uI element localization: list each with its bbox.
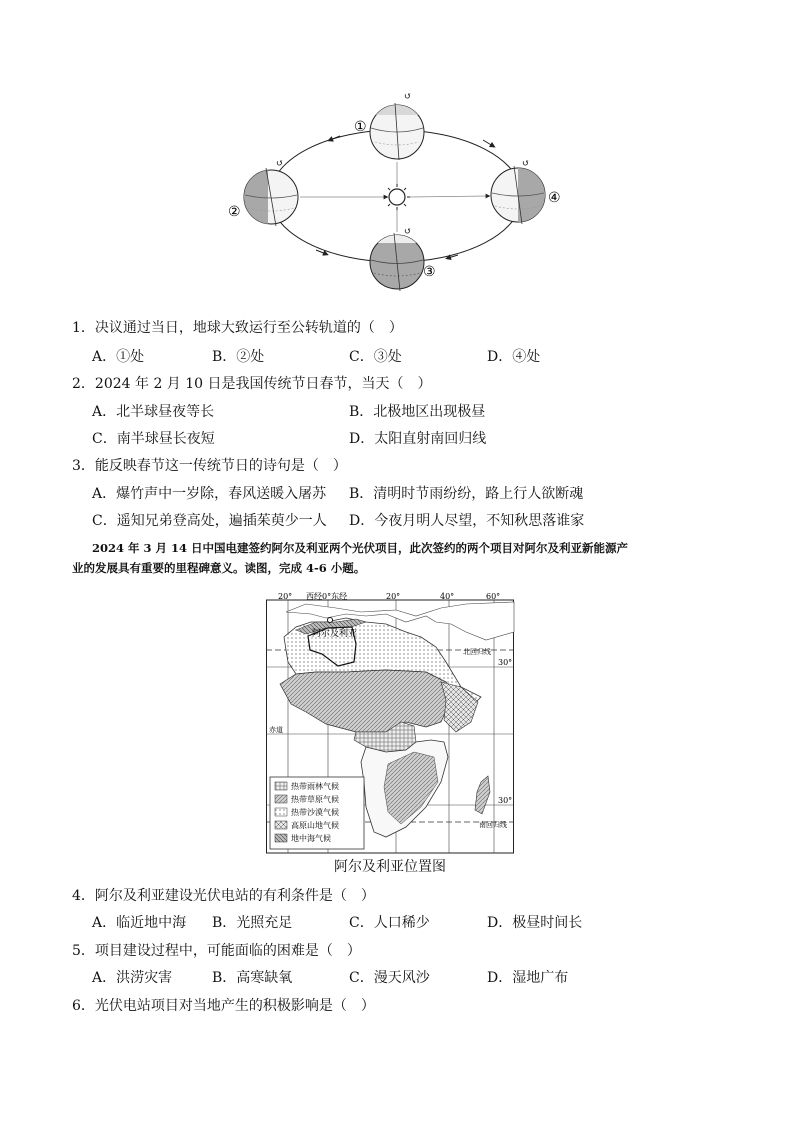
q5-option-a: A．洪涝灾害: [92, 970, 173, 986]
position-label-3: ③: [423, 264, 436, 280]
sun-icon: [384, 184, 410, 210]
earth-position-1: [370, 92, 424, 160]
question-1-stem: 1．决议通过当日，地球大致运行至公转轨道的（ ）: [72, 320, 403, 336]
algeria-location-map: [266, 592, 514, 854]
q1-option-b: B．②处: [212, 349, 265, 365]
map-lat-north-30: 30°: [498, 658, 513, 667]
passage-line-2: 业的发展具有重要的里程碑意义。读图，完成 4-6 小题。: [72, 561, 366, 575]
q3-option-c: C．遥知兄弟登高处，遍插茱萸少一人: [92, 513, 327, 529]
map-top-label-0: 西经0°东经: [306, 592, 348, 601]
question-3-stem: 3．能反映春节这一传统节日的诗句是（ ）: [72, 458, 347, 474]
legend-highland: 高原山地气候: [291, 821, 339, 830]
svg-text:↺: ↺: [522, 159, 530, 169]
earth-orbit-diagram: [220, 92, 580, 295]
q1-option-a: A．①处: [92, 349, 145, 365]
question-4-stem: 4．阿尔及利亚建设光伏电站的有利条件是（ ）: [72, 888, 375, 904]
q5-option-d: D．湿地广布: [487, 970, 569, 986]
map-tropic-capricorn-label: 南回归线: [479, 821, 507, 829]
map-top-label-40e: 40°: [440, 592, 455, 601]
map-tropic-cancer-label: 北回归线: [463, 648, 491, 656]
svg-text:↺: ↺: [276, 159, 284, 169]
map-algeria-label: 阿尔及利亚: [312, 629, 358, 639]
question-2-stem: 2．2024 年 2 月 10 日是我国传统节日春节，当天（ ）: [72, 376, 432, 392]
map-top-label-20w: 20°: [278, 592, 293, 601]
legend-tropical-rainforest: 热带雨林气候: [291, 782, 339, 791]
question-5-stem: 5．项目建设过程中，可能面临的困难是（ ）: [72, 943, 361, 959]
legend-tropical-savanna: 热带草原气候: [291, 795, 339, 804]
map-caption: 阿尔及利亚位置图: [334, 859, 446, 875]
q2-option-b: B．北极地区出现极昼: [349, 404, 486, 420]
map-top-label-20e: 20°: [386, 592, 401, 601]
map-lat-south-30: 30°: [498, 796, 513, 805]
q3-option-d: D．今夜月明人尽望，不知秋思落谁家: [349, 513, 585, 529]
position-label-1: ①: [354, 119, 367, 135]
question-6-stem: 6．光伏电站项目对当地产生的积极影响是（ ）: [72, 998, 375, 1014]
passage-line-1: 2024 年 3 月 14 日中国电建签约阿尔及利亚两个光伏项目，此次签约的两个项目对阿尔及利亚新能源产: [92, 541, 629, 555]
position-label-4: ④: [548, 190, 561, 206]
earth-position-4: [491, 159, 546, 224]
q3-option-b: B．清明时节雨纷纷，路上行人欲断魂: [349, 486, 584, 502]
q3-option-a: A．爆竹声中一岁除，春风送暖入屠苏: [92, 486, 327, 502]
map-equator-label: 赤道: [269, 726, 283, 734]
svg-text:↺: ↺: [404, 92, 412, 102]
q4-option-a: A．临近地中海: [92, 915, 187, 931]
earth-position-2: [244, 159, 298, 226]
svg-text:↺: ↺: [404, 227, 412, 237]
earth-position-3: [370, 227, 424, 291]
q1-option-c: C．③处: [349, 349, 402, 365]
legend-tropical-desert: 热带沙漠气候: [291, 808, 339, 817]
position-label-2: ②: [228, 204, 241, 220]
reading-passage: [72, 538, 732, 578]
q5-option-b: B．高寒缺氧: [212, 970, 293, 986]
map-legend: [270, 777, 364, 849]
map-top-label-60e: 60°: [486, 592, 501, 601]
q2-option-d: D．太阳直射南回归线: [349, 431, 487, 447]
q5-option-c: C．漫天风沙: [349, 970, 430, 986]
q4-option-b: B．光照充足: [212, 915, 293, 931]
q4-option-c: C．人口稀少: [349, 915, 430, 931]
q4-option-d: D．极昼时间长: [487, 915, 583, 931]
q2-option-a: A．北半球昼夜等长: [92, 404, 215, 420]
q1-option-d: D．④处: [487, 349, 541, 365]
legend-mediterranean: 地中海气候: [291, 834, 331, 843]
q2-option-c: C．南半球昼长夜短: [92, 431, 215, 447]
